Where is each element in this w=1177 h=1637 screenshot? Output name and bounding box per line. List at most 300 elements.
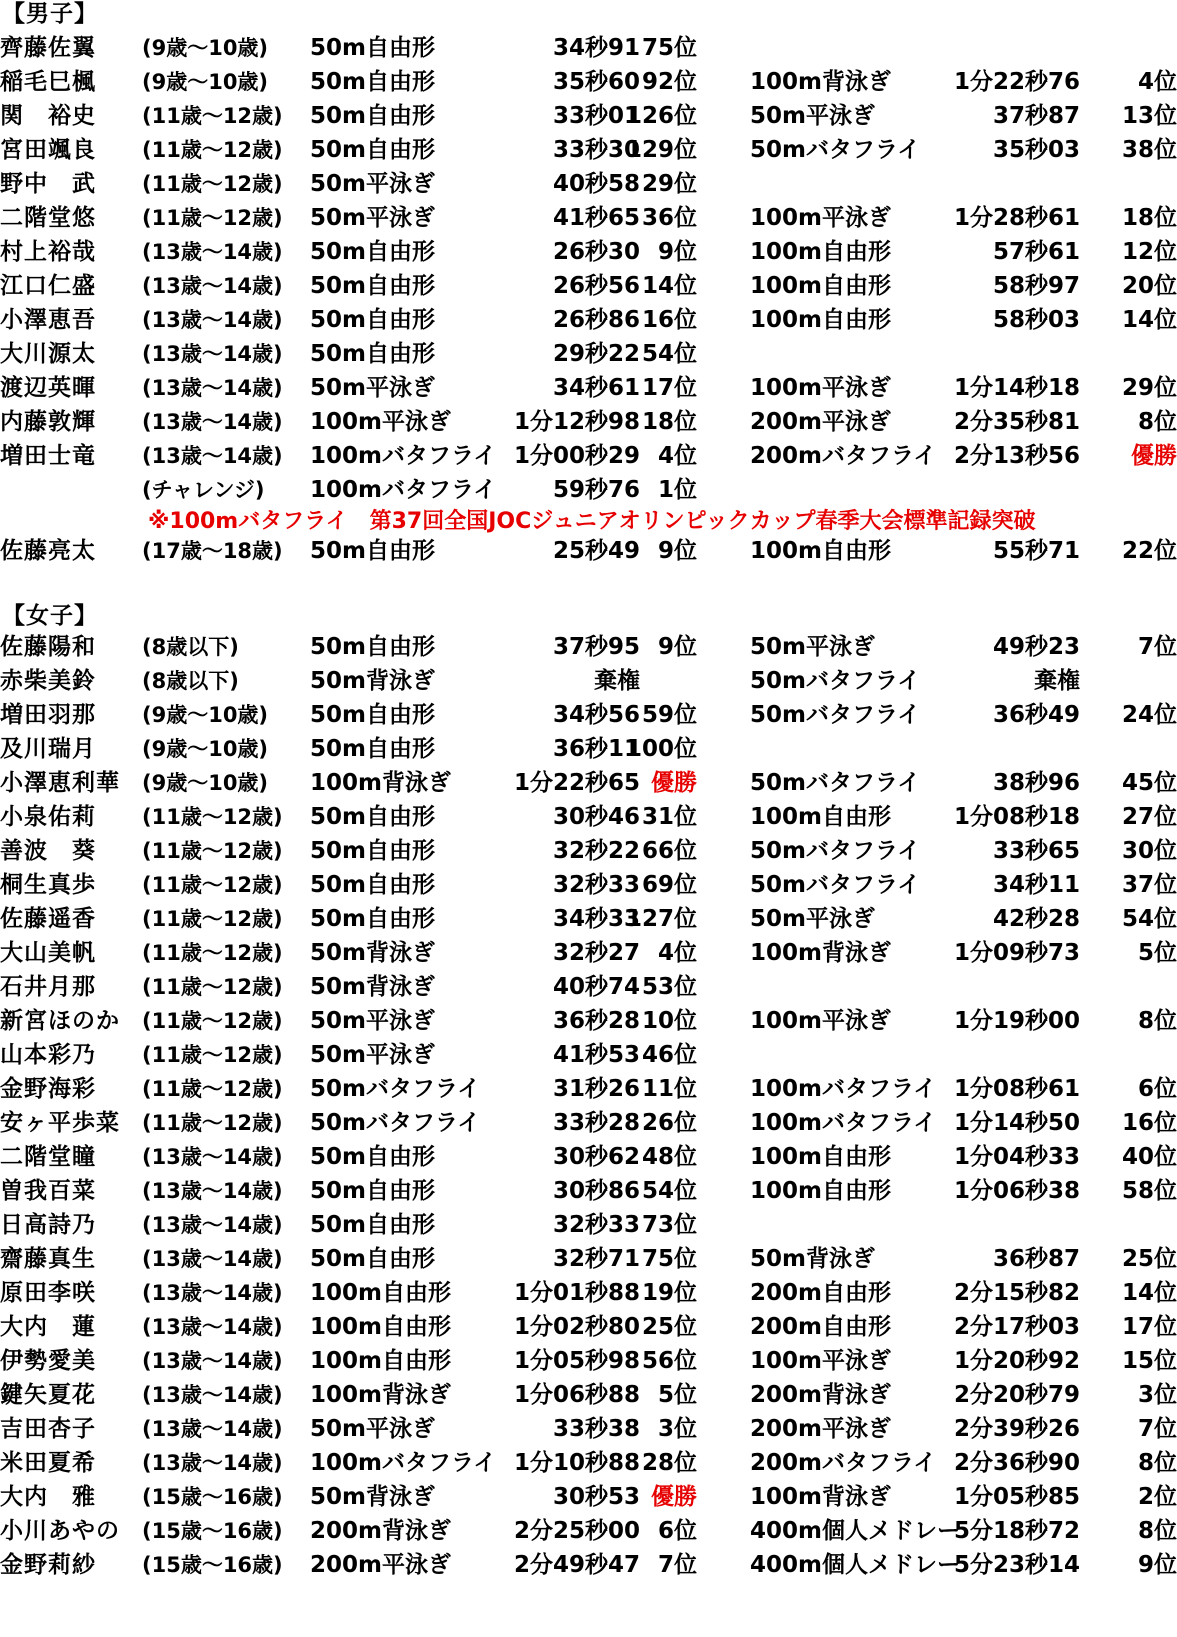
cell-r2: 6位 xyxy=(1137,1076,1177,1102)
cell-name: 日高詩乃 xyxy=(0,1212,96,1238)
cell-name: 関 裕史 xyxy=(0,103,96,129)
cell-t1: 34秒91 xyxy=(552,35,640,61)
cell-name: 新宮ほのか xyxy=(0,1008,120,1034)
cell-r1: 14位 xyxy=(641,273,697,299)
cell-age: (9歳～10歳) xyxy=(142,70,269,94)
cell-r1: 75位 xyxy=(641,35,697,61)
cell-r1: 10位 xyxy=(641,1008,697,1034)
cell-r1: 1位 xyxy=(657,477,697,503)
cell-t2: 36秒87 xyxy=(992,1246,1080,1272)
cell-r1: 31位 xyxy=(641,804,697,830)
cell-age: (13歳～14歳) xyxy=(142,1281,283,1305)
cell-age: (15歳～16歳) xyxy=(142,1553,283,1577)
cell-name: 小泉佑莉 xyxy=(0,804,96,830)
cell-ev1: 50m平泳ぎ xyxy=(310,1008,435,1034)
cell-ev2: 50m平泳ぎ xyxy=(750,103,875,129)
cell-r2: 20位 xyxy=(1121,273,1177,299)
cell-name: 金野海彩 xyxy=(0,1076,96,1102)
cell-r1: 126位 xyxy=(625,103,697,129)
cell-t1: 32秒71 xyxy=(552,1246,640,1272)
cell-name: 安ヶ平歩菜 xyxy=(0,1110,120,1136)
cell-ev1: 50m自由形 xyxy=(310,35,435,61)
cell-ev2: 100m自由形 xyxy=(750,1178,891,1204)
cell-r2: 22位 xyxy=(1121,538,1177,564)
cell-ev2: 100m自由形 xyxy=(750,239,891,265)
cell-r1: 26位 xyxy=(641,1110,697,1136)
cell-name: 桐生真歩 xyxy=(0,872,96,898)
result-row xyxy=(0,970,1177,1005)
cell-r1: 69位 xyxy=(641,872,697,898)
cell-t2: 33秒65 xyxy=(992,838,1080,864)
cell-t2: 35秒03 xyxy=(992,137,1080,163)
cell-name: 米田夏希 xyxy=(0,1450,96,1476)
result-row xyxy=(0,439,1177,474)
cell-name: 大山美帆 xyxy=(0,940,96,966)
result-row xyxy=(0,303,1177,338)
cell-name: 増田羽那 xyxy=(0,702,96,728)
cell-age: (チャレンジ) xyxy=(142,478,265,502)
cell-name: 赤柴美鈴 xyxy=(0,668,96,694)
result-row xyxy=(0,235,1177,270)
result-row xyxy=(0,201,1177,236)
cell-t1: 2分49秒47 xyxy=(513,1552,640,1578)
cell-ev1: 50m自由形 xyxy=(310,273,435,299)
cell-t2: 49秒23 xyxy=(992,634,1080,660)
cell-r1: 17位 xyxy=(641,375,697,401)
cell-name: 佐藤遥香 xyxy=(0,906,96,932)
cell-age: (13歳～14歳) xyxy=(142,410,283,434)
cell-t1: 40秒74 xyxy=(552,974,640,1000)
result-row xyxy=(0,371,1177,406)
cell-t2: 58秒97 xyxy=(992,273,1080,299)
cell-t1: 34秒56 xyxy=(552,702,640,728)
cell-name: 齊藤佐翼 xyxy=(0,35,96,61)
cell-t1: 2分25秒00 xyxy=(513,1518,640,1544)
cell-t1: 35秒60 xyxy=(552,69,640,95)
cell-t2: 1分09秒73 xyxy=(953,940,1080,966)
cell-r1: 66位 xyxy=(641,838,697,864)
cell-t1: 1分06秒88 xyxy=(513,1382,640,1408)
cell-ev1: 50m背泳ぎ xyxy=(310,1484,435,1510)
result-row xyxy=(0,698,1177,733)
cell-name: 【女子】 xyxy=(2,603,98,629)
cell-t2: 2分39秒26 xyxy=(953,1416,1080,1442)
cell-ev2: 200m平泳ぎ xyxy=(750,409,891,435)
result-row xyxy=(0,1514,1177,1549)
cell-ev2: 100mバタフライ xyxy=(750,1110,937,1136)
cell-ev2: 100m平泳ぎ xyxy=(750,205,891,231)
cell-t1: 31秒26 xyxy=(552,1076,640,1102)
result-row xyxy=(0,834,1177,869)
result-row xyxy=(0,868,1177,903)
cell-name: 【男子】 xyxy=(2,1,98,27)
cell-name: 佐藤亮太 xyxy=(0,538,96,564)
result-row xyxy=(0,1004,1177,1039)
cell-t1: 36秒11 xyxy=(552,736,640,762)
cell-age: (15歳～16歳) xyxy=(142,1519,283,1543)
result-row xyxy=(0,337,1177,372)
cell-t1: 29秒22 xyxy=(552,341,640,367)
cell-t2: 38秒96 xyxy=(992,770,1080,796)
cell-r2: 12位 xyxy=(1121,239,1177,265)
cell-ev1: 50m自由形 xyxy=(310,1246,435,1272)
cell-age: (13歳～14歳) xyxy=(142,1247,283,1271)
cell-r1: 5位 xyxy=(657,1382,697,1408)
cell-ev1: 50m自由形 xyxy=(310,307,435,333)
cell-name: 小澤恵利華 xyxy=(0,770,120,796)
cell-name: 善波 葵 xyxy=(0,838,96,864)
cell-ev2: 400m個人メドレー xyxy=(750,1552,960,1578)
cell-ev1: 50mバタフライ xyxy=(310,1110,481,1136)
cell-r1: 36位 xyxy=(641,205,697,231)
cell-r1: 19位 xyxy=(641,1280,697,1306)
cell-r1: 9位 xyxy=(657,239,697,265)
cell-name: 原田李咲 xyxy=(0,1280,96,1306)
result-row xyxy=(0,1072,1177,1107)
result-row xyxy=(0,1242,1177,1277)
cell-t2: 34秒11 xyxy=(992,872,1080,898)
cell-r2: 45位 xyxy=(1121,770,1177,796)
cell-r2: 18位 xyxy=(1121,205,1177,231)
cell-r1: 9位 xyxy=(657,538,697,564)
cell-age: (8歳以下) xyxy=(142,635,239,659)
cell-age: (13歳～14歳) xyxy=(142,274,283,298)
cell-ev1: 50m自由形 xyxy=(310,137,435,163)
cell-ev2: 50m平泳ぎ xyxy=(750,906,875,932)
cell-age: (9歳～10歳) xyxy=(142,36,269,60)
cell-ev2: 50mバタフライ xyxy=(750,668,921,694)
cell-age: (13歳～14歳) xyxy=(142,1383,283,1407)
cell-ev1: 100mバタフライ xyxy=(310,1450,497,1476)
result-row xyxy=(0,473,1177,508)
cell-age: (13歳～14歳) xyxy=(142,308,283,332)
cell-t1: 30秒62 xyxy=(552,1144,640,1170)
cell-age: (15歳～16歳) xyxy=(142,1485,283,1509)
cell-t2: 棄権 xyxy=(1034,668,1080,694)
cell-ev2: 200mバタフライ xyxy=(750,1450,937,1476)
cell-ev1: 100mバタフライ xyxy=(310,477,497,503)
cell-r2: 5位 xyxy=(1137,940,1177,966)
result-row xyxy=(0,1548,1177,1583)
cell-t2: 57秒61 xyxy=(992,239,1080,265)
result-row xyxy=(0,1208,1177,1243)
cell-r2: 15位 xyxy=(1121,1348,1177,1374)
cell-t2: 5分23秒14 xyxy=(953,1552,1080,1578)
cell-name: 大内 蓮 xyxy=(0,1314,96,1340)
cell-r2: 40位 xyxy=(1121,1144,1177,1170)
cell-r1: 73位 xyxy=(641,1212,697,1238)
cell-ev2: 100m自由形 xyxy=(750,307,891,333)
cell-ev1: 50m自由形 xyxy=(310,872,435,898)
cell-r2: 14位 xyxy=(1121,307,1177,333)
cell-t1: 1分01秒88 xyxy=(513,1280,640,1306)
result-row xyxy=(0,1378,1177,1413)
cell-age: (13歳～14歳) xyxy=(142,1179,283,1203)
result-row xyxy=(0,902,1177,937)
cell-ev2: 100m平泳ぎ xyxy=(750,1348,891,1374)
cell-t2: 2分35秒81 xyxy=(953,409,1080,435)
cell-ev1: 50m自由形 xyxy=(310,538,435,564)
section-heading-girls xyxy=(0,599,1177,634)
cell-t2: 2分15秒82 xyxy=(953,1280,1080,1306)
cell-ev2: 100m平泳ぎ xyxy=(750,1008,891,1034)
cell-name: 大内 雅 xyxy=(0,1484,96,1510)
cell-age: (13歳～14歳) xyxy=(142,1451,283,1475)
cell-t2: 1分19秒00 xyxy=(953,1008,1080,1034)
cell-t2: 1分08秒61 xyxy=(953,1076,1080,1102)
cell-name: 小川あやの xyxy=(0,1518,120,1544)
cell-age: (13歳～14歳) xyxy=(142,1145,283,1169)
cell-ev2: 100m平泳ぎ xyxy=(750,375,891,401)
cell-ev2: 50mバタフライ xyxy=(750,872,921,898)
record-note-text: ※100mバタフライ 第37回全国JOCジュニアオリンピックカップ春季大会標準記録突破 xyxy=(148,509,1036,534)
cell-r1: 7位 xyxy=(657,1552,697,1578)
cell-t2: 37秒87 xyxy=(992,103,1080,129)
cell-r2: 30位 xyxy=(1121,838,1177,864)
cell-r1: 127位 xyxy=(625,906,697,932)
cell-ev1: 100m背泳ぎ xyxy=(310,770,451,796)
cell-r1: 59位 xyxy=(641,702,697,728)
cell-age: (11歳～12歳) xyxy=(142,138,283,162)
cell-ev1: 100m自由形 xyxy=(310,1314,451,1340)
cell-ev1: 50m自由形 xyxy=(310,906,435,932)
cell-ev1: 50m自由形 xyxy=(310,736,435,762)
cell-age: (13歳～14歳) xyxy=(142,1349,283,1373)
result-row xyxy=(0,405,1177,440)
cell-ev1: 50m自由形 xyxy=(310,103,435,129)
cell-ev1: 50m自由形 xyxy=(310,634,435,660)
cell-t2: 1分06秒38 xyxy=(953,1178,1080,1204)
cell-ev2: 100mバタフライ xyxy=(750,1076,937,1102)
cell-t1: 1分05秒98 xyxy=(513,1348,640,1374)
result-row xyxy=(0,732,1177,767)
cell-r2: 9位 xyxy=(1137,1552,1177,1578)
cell-t2: 1分08秒18 xyxy=(953,804,1080,830)
result-row xyxy=(0,1106,1177,1141)
cell-age: (8歳以下) xyxy=(142,669,239,693)
cell-age: (13歳～14歳) xyxy=(142,1213,283,1237)
cell-t1: 30秒46 xyxy=(552,804,640,830)
cell-ev2: 100m自由形 xyxy=(750,273,891,299)
cell-name: 伊勢愛美 xyxy=(0,1348,96,1374)
result-row xyxy=(0,1310,1177,1345)
cell-r2: 7位 xyxy=(1137,634,1177,660)
cell-age: (11歳～12歳) xyxy=(142,1111,283,1135)
cell-t2: 2分36秒90 xyxy=(953,1450,1080,1476)
cell-age: (11歳～12歳) xyxy=(142,873,283,897)
cell-r2: 29位 xyxy=(1121,375,1177,401)
cell-name: 内藤敦輝 xyxy=(0,409,96,435)
cell-r2: 38位 xyxy=(1121,137,1177,163)
cell-name: 石井月那 xyxy=(0,974,96,1000)
cell-r1: 4位 xyxy=(657,940,697,966)
cell-age: (9歳～10歳) xyxy=(142,737,269,761)
cell-r1: 92位 xyxy=(641,69,697,95)
cell-r2: 8位 xyxy=(1137,1450,1177,1476)
cell-ev1: 50m自由形 xyxy=(310,804,435,830)
cell-name: 吉田杏子 xyxy=(0,1416,96,1442)
cell-t1: 59秒76 xyxy=(552,477,640,503)
result-row xyxy=(0,1480,1177,1515)
cell-r2: 24位 xyxy=(1121,702,1177,728)
cell-t1: 1分00秒29 xyxy=(513,443,640,469)
result-row xyxy=(0,664,1177,699)
cell-ev1: 100m背泳ぎ xyxy=(310,1382,451,1408)
cell-r1: 11位 xyxy=(641,1076,697,1102)
result-row xyxy=(0,766,1177,801)
cell-ev1: 50m平泳ぎ xyxy=(310,1042,435,1068)
result-row xyxy=(0,1174,1177,1209)
result-row xyxy=(0,1140,1177,1175)
cell-name: 山本彩乃 xyxy=(0,1042,96,1068)
cell-r2: 27位 xyxy=(1121,804,1177,830)
cell-ev2: 100m自由形 xyxy=(750,1144,891,1170)
cell-age: (11歳～12歳) xyxy=(142,1043,283,1067)
cell-r1: 53位 xyxy=(641,974,697,1000)
cell-r2: 14位 xyxy=(1121,1280,1177,1306)
cell-ev1: 50m背泳ぎ xyxy=(310,974,435,1000)
cell-ev2: 100m背泳ぎ xyxy=(750,940,891,966)
cell-t2: 2分13秒56 xyxy=(953,443,1080,469)
cell-r2: 58位 xyxy=(1121,1178,1177,1204)
cell-r2: 25位 xyxy=(1121,1246,1177,1272)
cell-t2: 1分20秒92 xyxy=(953,1348,1080,1374)
cell-age: (13歳～14歳) xyxy=(142,1315,283,1339)
cell-ev1: 50m平泳ぎ xyxy=(310,375,435,401)
cell-r1: 56位 xyxy=(641,1348,697,1374)
cell-t1: 41秒53 xyxy=(552,1042,640,1068)
cell-r1: 3位 xyxy=(657,1416,697,1442)
cell-t1: 33秒01 xyxy=(552,103,640,129)
cell-r1: 29位 xyxy=(641,171,697,197)
cell-ev2: 100m自由形 xyxy=(750,804,891,830)
cell-name: 増田士竜 xyxy=(0,443,96,469)
cell-t1: 32秒33 xyxy=(552,1212,640,1238)
cell-r2: 54位 xyxy=(1121,906,1177,932)
cell-name: 小澤恵吾 xyxy=(0,307,96,333)
cell-t1: 33秒30 xyxy=(552,137,640,163)
cell-r2: 16位 xyxy=(1121,1110,1177,1136)
cell-r1: 優勝 xyxy=(651,1484,697,1510)
cell-ev2: 200mバタフライ xyxy=(750,443,937,469)
cell-name: 稲毛巳楓 xyxy=(0,69,96,95)
cell-ev1: 50m自由形 xyxy=(310,1212,435,1238)
result-row xyxy=(0,269,1177,304)
cell-ev2: 400m個人メドレー xyxy=(750,1518,960,1544)
cell-ev1: 200m背泳ぎ xyxy=(310,1518,451,1544)
cell-t2: 5分18秒72 xyxy=(953,1518,1080,1544)
cell-age: (11歳～12歳) xyxy=(142,104,283,128)
result-row xyxy=(0,630,1177,665)
result-row xyxy=(0,65,1177,100)
cell-ev1: 100m自由形 xyxy=(310,1280,451,1306)
cell-ev2: 200m自由形 xyxy=(750,1280,891,1306)
cell-t2: 1分14秒18 xyxy=(953,375,1080,401)
cell-t2: 1分28秒61 xyxy=(953,205,1080,231)
result-row xyxy=(0,1446,1177,1481)
cell-name: 二階堂瞳 xyxy=(0,1144,96,1170)
cell-r1: 25位 xyxy=(641,1314,697,1340)
cell-age: (11歳～12歳) xyxy=(142,1077,283,1101)
cell-t1: 26秒56 xyxy=(552,273,640,299)
cell-age: (13歳～14歳) xyxy=(142,342,283,366)
result-row xyxy=(0,1344,1177,1379)
cell-t1: 1分22秒65 xyxy=(513,770,640,796)
cell-ev1: 50m自由形 xyxy=(310,702,435,728)
cell-ev1: 50m自由形 xyxy=(310,341,435,367)
result-row xyxy=(0,133,1177,168)
cell-ev1: 100m自由形 xyxy=(310,1348,451,1374)
cell-name: 二階堂悠 xyxy=(0,205,96,231)
cell-ev2: 50mバタフライ xyxy=(750,770,921,796)
cell-r1: 優勝 xyxy=(651,770,697,796)
cell-age: (13歳～14歳) xyxy=(142,376,283,400)
cell-ev1: 50m自由形 xyxy=(310,69,435,95)
cell-ev2: 100m自由形 xyxy=(750,538,891,564)
cell-r1: 54位 xyxy=(641,341,697,367)
cell-r1: 18位 xyxy=(641,409,697,435)
cell-name: 宮田颯良 xyxy=(0,137,96,163)
cell-name: 大川源太 xyxy=(0,341,96,367)
cell-t2: 42秒28 xyxy=(992,906,1080,932)
cell-r2: 8位 xyxy=(1137,1518,1177,1544)
cell-r1: 28位 xyxy=(641,1450,697,1476)
cell-age: (9歳～10歳) xyxy=(142,703,269,727)
cell-t1: 33秒28 xyxy=(552,1110,640,1136)
cell-t1: 33秒38 xyxy=(552,1416,640,1442)
cell-r2: 8位 xyxy=(1137,1008,1177,1034)
cell-r1: 4位 xyxy=(657,443,697,469)
cell-t2: 2分17秒03 xyxy=(953,1314,1080,1340)
cell-t1: 26秒30 xyxy=(552,239,640,265)
cell-t2: 1分14秒50 xyxy=(953,1110,1080,1136)
cell-t2: 36秒49 xyxy=(992,702,1080,728)
cell-r2: 8位 xyxy=(1137,409,1177,435)
cell-ev1: 200m平泳ぎ xyxy=(310,1552,451,1578)
cell-ev1: 50m自由形 xyxy=(310,239,435,265)
cell-ev1: 50m平泳ぎ xyxy=(310,1416,435,1442)
cell-t1: 30秒86 xyxy=(552,1178,640,1204)
result-row xyxy=(0,1412,1177,1447)
cell-ev1: 100m平泳ぎ xyxy=(310,409,451,435)
section-heading-boys xyxy=(0,0,1177,32)
cell-t2: 55秒71 xyxy=(992,538,1080,564)
cell-ev2: 200m背泳ぎ xyxy=(750,1382,891,1408)
cell-name: 齋藤真生 xyxy=(0,1246,96,1272)
cell-age: (13歳～14歳) xyxy=(142,240,283,264)
cell-t1: 25秒49 xyxy=(552,538,640,564)
cell-r2: 優勝 xyxy=(1131,443,1177,469)
cell-ev2: 100m背泳ぎ xyxy=(750,1484,891,1510)
cell-t1: 棄権 xyxy=(594,668,640,694)
cell-t1: 30秒53 xyxy=(552,1484,640,1510)
cell-t2: 1分04秒33 xyxy=(953,1144,1080,1170)
cell-t1: 26秒86 xyxy=(552,307,640,333)
cell-r2: 2位 xyxy=(1137,1484,1177,1510)
cell-r2: 17位 xyxy=(1121,1314,1177,1340)
cell-t1: 1分12秒98 xyxy=(513,409,640,435)
cell-t1: 40秒58 xyxy=(552,171,640,197)
cell-t1: 41秒65 xyxy=(552,205,640,231)
cell-name: 金野莉紗 xyxy=(0,1552,96,1578)
cell-r1: 100位 xyxy=(625,736,697,762)
cell-t2: 1分22秒76 xyxy=(953,69,1080,95)
cell-ev2: 50m背泳ぎ xyxy=(750,1246,875,1272)
cell-t1: 36秒28 xyxy=(552,1008,640,1034)
cell-ev1: 50m平泳ぎ xyxy=(310,205,435,231)
result-row xyxy=(0,99,1177,134)
result-row xyxy=(0,1276,1177,1311)
